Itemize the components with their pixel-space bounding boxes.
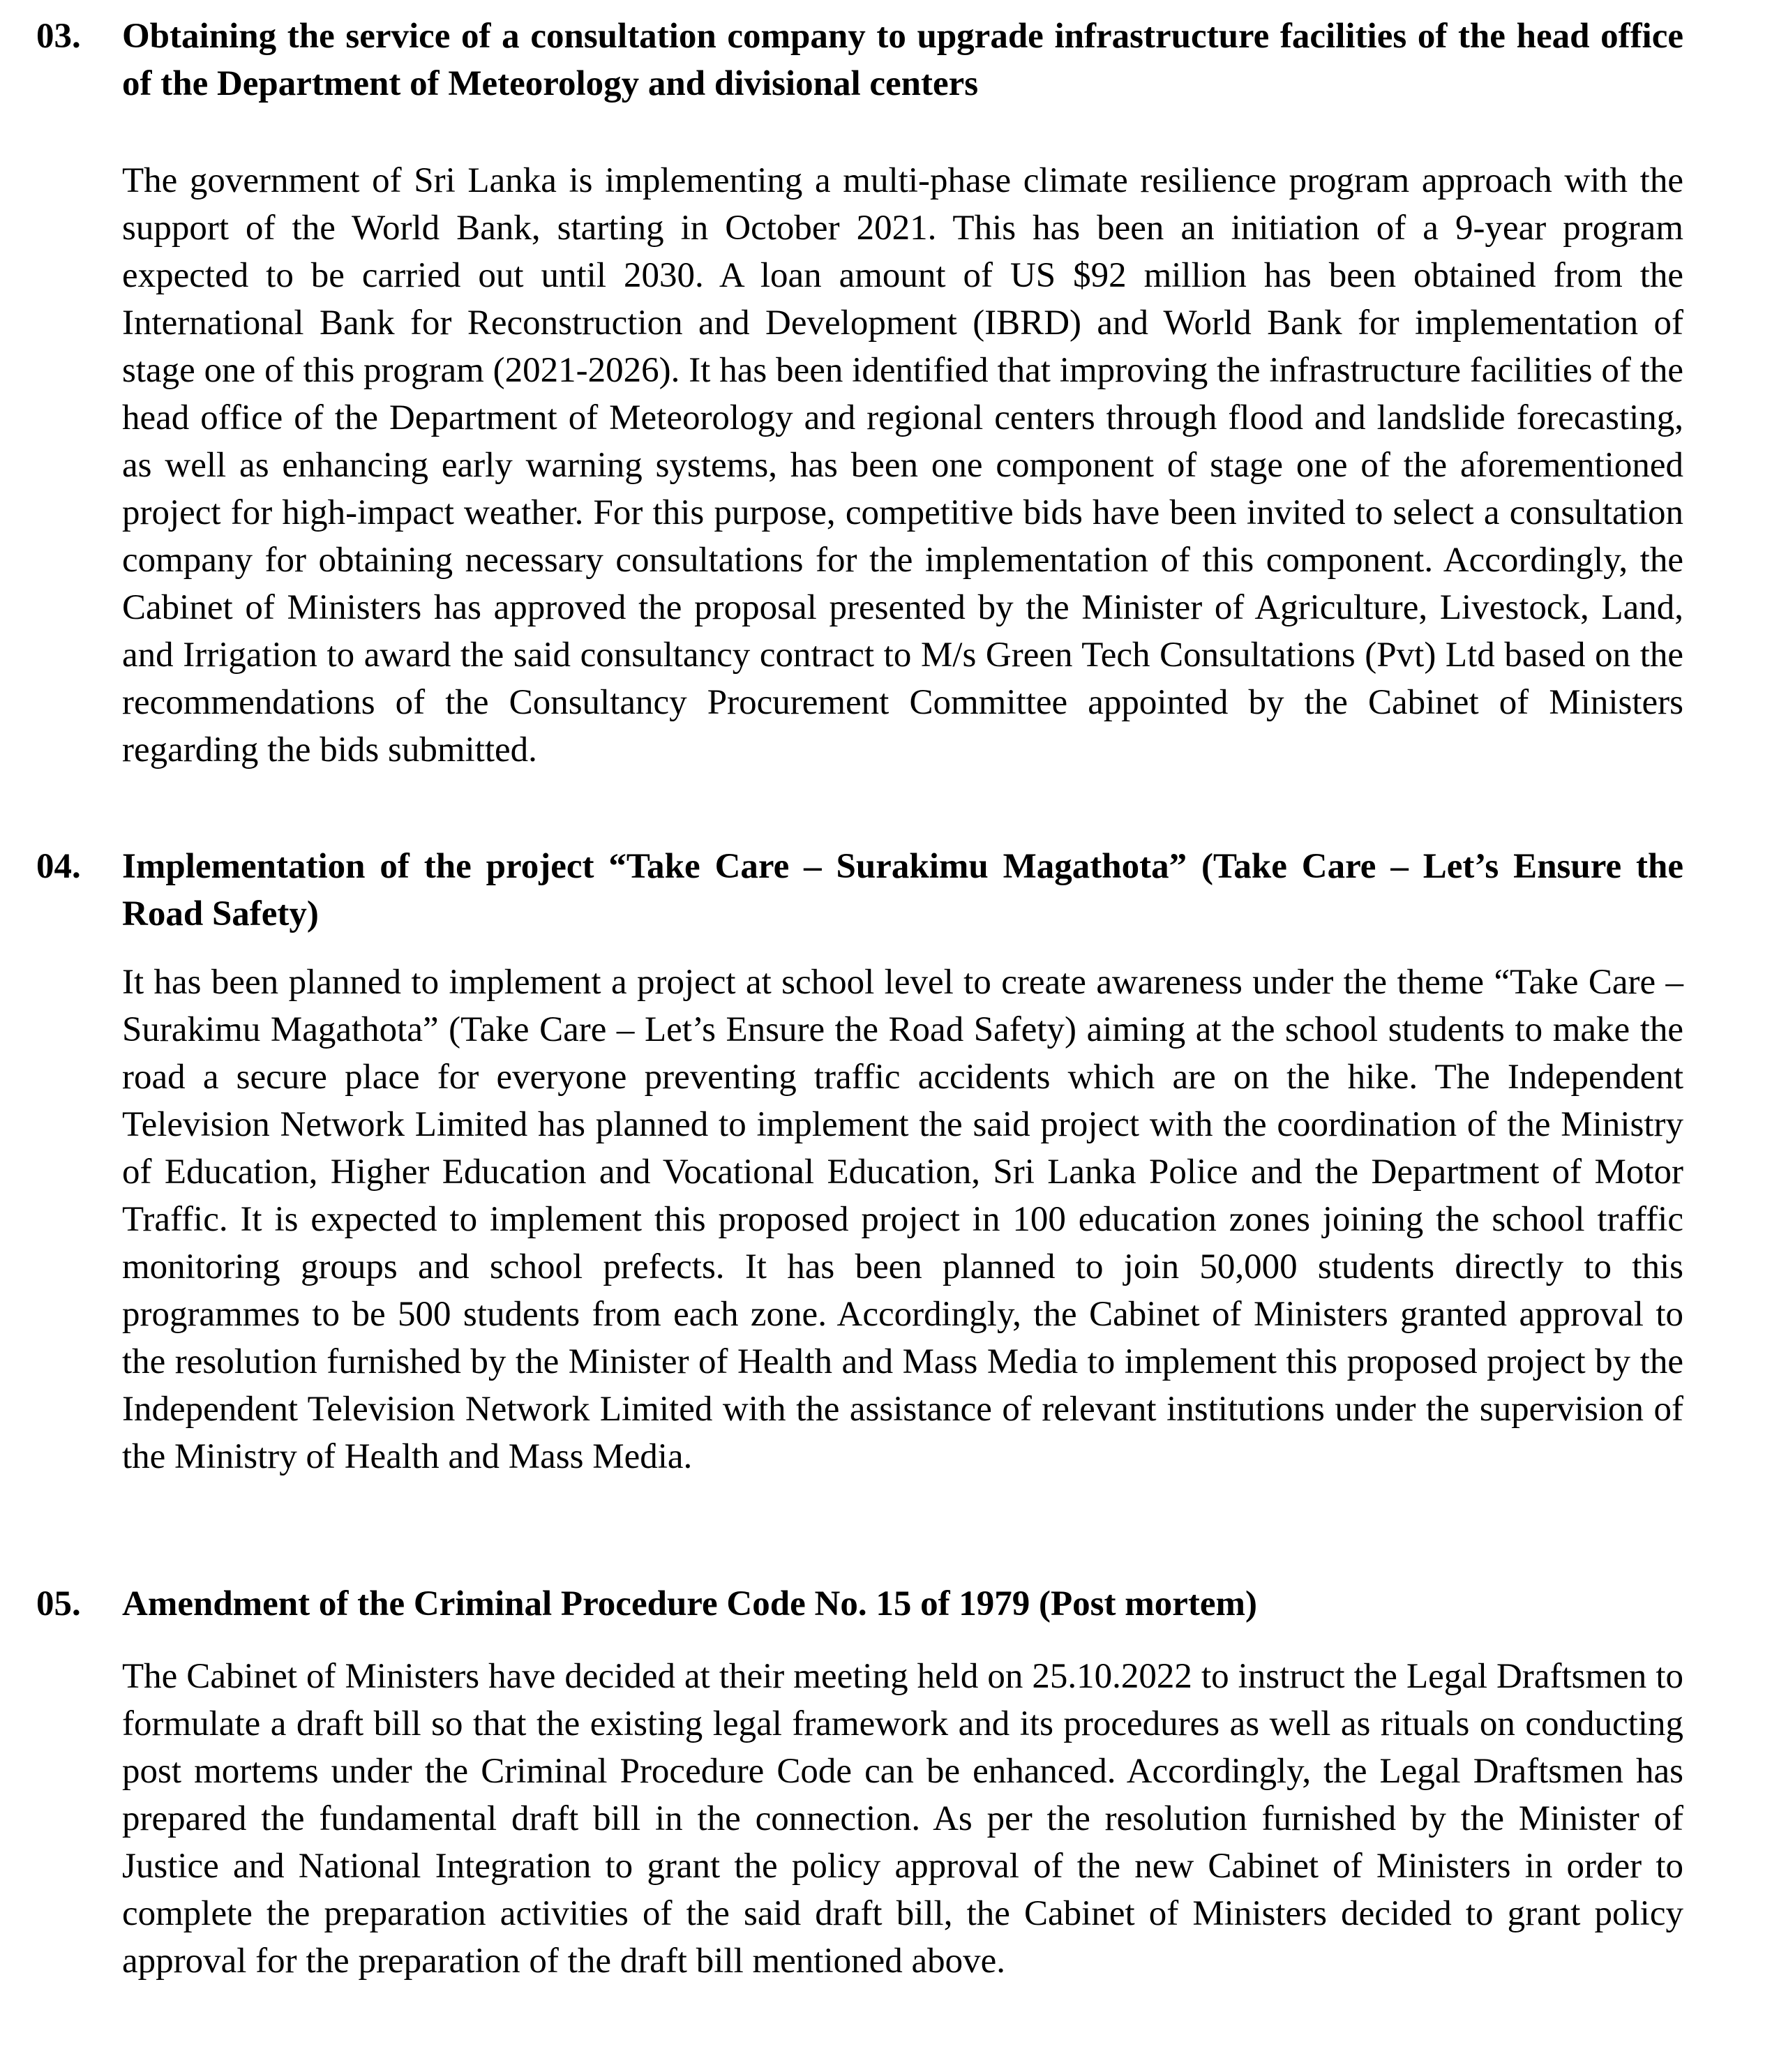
section-body: The Cabinet of Ministers have decided at their meeting held on 25.10.2022 to instruct the Legal Draftsmen to formulate a draft bill so that the existing legal framework and its procedures as well as rituals on conducting post mortems under the Criminal Procedure Code can be enhanced. Accordingly, the Legal Draftsmen has prepared the fundamental draft bill in the connection. As per the resolution furnished by the Minister of Justice and National Integration to grant the policy approval of the new Cabinet of Ministers in order to complete the preparation activities of the said draft bill, the Cabinet of Ministers decided to grant policy approval for the preparation of the draft bill mentioned above. (122, 1657, 1683, 1981)
section-title: Implementation of the project “Take Care – Surakimu Magathota” (Take Care – Let’s Ensure the Road Safety) (122, 847, 1683, 933)
section-title: Obtaining the service of a consultation company to upgrade infrastructure facilities of the head office of the Department of Meteorology and divisional centers (122, 17, 1683, 103)
section-number: 03. (36, 17, 81, 56)
section-number: 04. (36, 847, 81, 886)
section-number: 05. (36, 1584, 81, 1623)
section-title: Amendment of the Criminal Procedure Code No. 15 of 1979 (Post mortem) (122, 1584, 1257, 1623)
section-body: The government of Sri Lanka is implementing a multi-phase climate resilience program approach with the support of the World Bank, starting in October 2021. This has been an initiation of a 9-year program expected to be carried out until 2030. A loan amount of US $92 million has been obtained from the International Bank for Reconstruction and Development (IBRD) and World Bank for implementation of stage one of this program (2021-2026). It has been identified that improving the infrastructure facilities of the head office of the Department of Meteorology and regional centers through flood and landslide forecasting, as well as enhancing early warning systems, has been one component of stage one of the aforementioned project for high-impact weather. For this purpose, competitive bids have been invited to select a consultation company for obtaining necessary consultations for the implementation of this component. Accordingly, the Cabinet of Ministers has approved the proposal presented by the Minister of Agriculture, Livestock, Land, and Irrigation to award the said consultancy contract to M/s Green Tech Consultations (Pvt) Ltd based on the recommendations of the Consultancy Procurement Committee appointed by the Cabinet of Ministers regarding the bids submitted. (122, 161, 1683, 770)
section-body: It has been planned to implement a project at school level to create awareness under the theme “Take Care – Surakimu Magathota” (Take Care – Let’s Ensure the Road Safety) aiming at the school students to make the road a secure place for everyone preventing traffic accidents which are on the hike. The Independent Television Network Limited has planned to implement the said project with the coordination of the Ministry of Education, Higher Education and Vocational Education, Sri Lanka Police and the Department of Motor Traffic. It is expected to implement this proposed project in 100 education zones joining the school traffic monitoring groups and school prefects. It has been planned to join 50,000 students directly to this programmes to be 500 students from each zone. Accordingly, the Cabinet of Ministers granted approval to the resolution furnished by the Minister of Health and Mass Media to implement this proposed project by the Independent Television Network Limited with the assistance of relevant institutions under the supervision of the Ministry of Health and Mass Media. (122, 963, 1683, 1476)
